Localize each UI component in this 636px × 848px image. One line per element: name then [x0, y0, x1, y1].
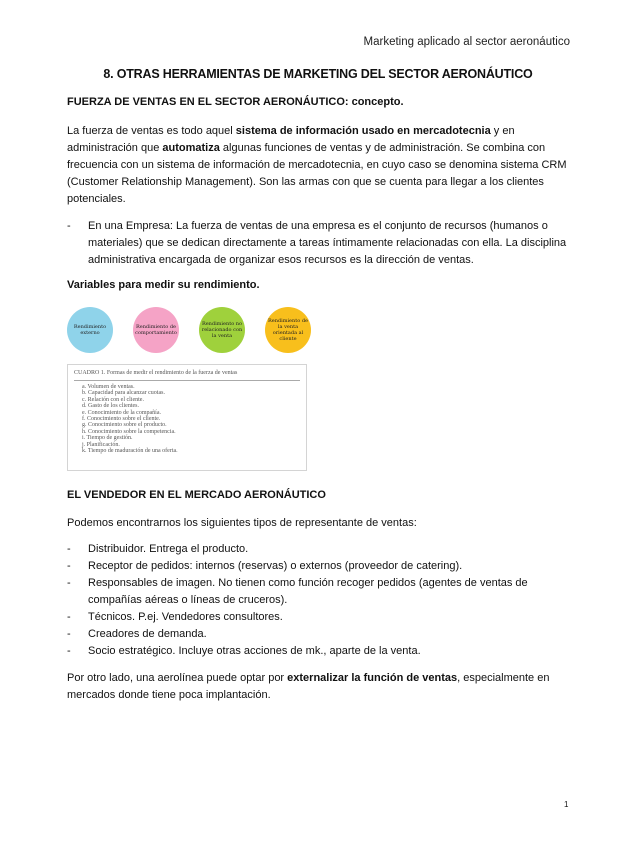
table-caption: CUADRO 1. Formas de medir el rendimiento de la fuerza de ventas	[74, 370, 238, 376]
list-item: - Técnicos. P.ej. Vendedores consultores.	[67, 611, 283, 623]
list-item: - Creadores de demanda.	[67, 628, 207, 640]
list-item: - Receptor de pedidos: internos (reservas) o externos (proveedor de catering).	[67, 560, 463, 572]
table-items	[82, 384, 178, 454]
circle-external: Rendimiento externo	[67, 307, 113, 353]
table-item: d. Gasto de los clientes.	[82, 403, 139, 410]
table-item: i. Tiempo de gestión.	[82, 435, 133, 442]
table-divider	[74, 380, 300, 381]
sales-force-heading: FUERZA DE VENTAS EN EL SECTOR AERONÁUTICO: concepto.	[67, 96, 404, 108]
table-item: h. Conocimiento sobre la competencia.	[82, 428, 176, 435]
circle-behavior: Rendimiento de comportamiento	[133, 307, 179, 353]
section-title: 8. OTRAS HERRAMIENTAS DE MARKETING DEL SECTOR AERONÁUTICO	[103, 67, 533, 81]
circle-non-sales: Rendimiento no relacionado con la venta	[199, 307, 245, 353]
table-item: j. Planificación.	[82, 441, 120, 448]
seller-heading: EL VENDEDOR EN EL MERCADO AERONÁUTICO	[67, 489, 326, 501]
table-item: a. Volumen de ventas.	[82, 384, 135, 390]
table-item: k. Tiempo de maduración de una oferta.	[82, 448, 178, 455]
seller-intro: Podemos encontrarnos los siguientes tipos de representante de ventas:	[67, 517, 417, 529]
table-item: b. Capacidad para alcanzar cuotas.	[82, 390, 165, 397]
circle-customer-oriented: Rendimiento de la venta orientada al cliente	[265, 307, 311, 353]
running-header: Marketing aplicado al sector aeronáutico	[363, 36, 570, 48]
performance-circles	[67, 307, 307, 353]
sales-force-intro: La fuerza de ventas es todo aquel sistema de información usado en mercadotecnia y en administración que automatiza algunas funciones de ventas y de administración. Se combina con frecuencia con un sistema de información de mercadotecnia, en cuyo caso se denomina sistema CRM (Customer Relationship Management). Son las armas con que se cuenta para llegar a los clientes potenciales.	[67, 125, 567, 205]
page-number: 1	[564, 800, 569, 809]
performance-table	[67, 364, 307, 471]
variables-heading: Variables para medir su rendimiento.	[67, 279, 260, 291]
company-bullet: - En una Empresa: La fuerza de ventas de una empresa es el conjunto de recursos (humanos o materiales) que se dedican directamente a tareas íntimamente relacionadas con ella. La disciplina administrativa encargada de organizar esos recursos es la dirección de ventas.	[67, 220, 567, 266]
table-item: g. Conocimiento sobre el producto.	[82, 422, 167, 429]
table-item: c. Relación con el cliente.	[82, 396, 144, 403]
list-item: - Socio estratégico. Incluye otras acciones de mk., aparte de la venta.	[67, 645, 421, 657]
table-item: f. Conocimiento sobre el cliente.	[82, 416, 161, 423]
list-item: - Responsables de imagen. No tienen como función recoger pedidos (agentes de ventas de compañías aéreas o líneas de cruceros).	[67, 577, 528, 606]
table-item: e. Conocimiento de la compañía.	[82, 409, 161, 416]
closing-paragraph: Por otro lado, una aerolínea puede optar por externalizar la función de ventas, especialmente en mercados donde tiene poca implantación.	[67, 672, 550, 701]
list-item: - Distribuidor. Entrega el producto.	[67, 543, 249, 555]
